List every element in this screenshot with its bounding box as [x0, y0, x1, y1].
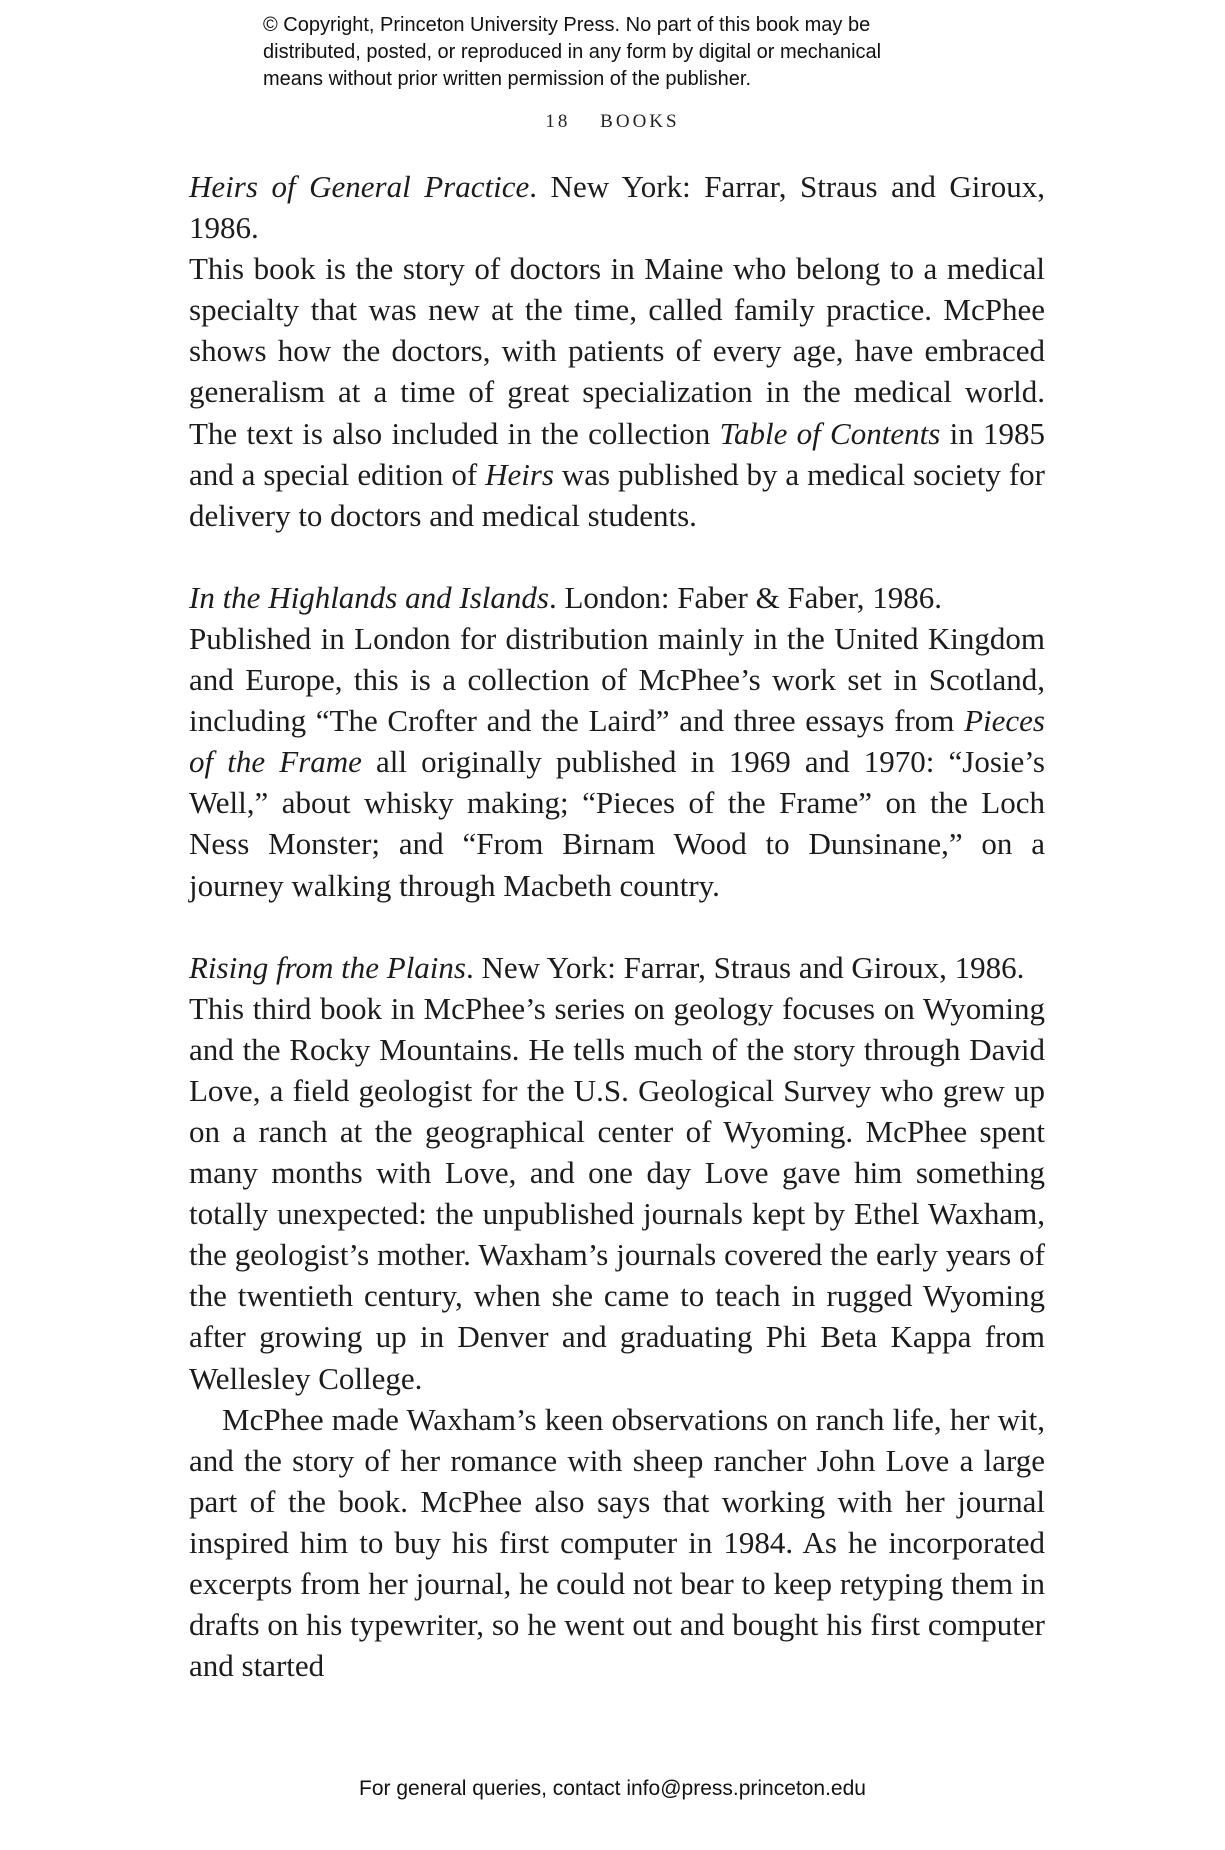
- book-entry: [189, 577, 1045, 906]
- copyright-line: © Copyright, Princeton University Press. No part of this book may be: [263, 14, 871, 36]
- citation-details: . New York: Farrar, Straus and Giroux, 1986.: [189, 169, 1045, 246]
- copyright-line: means without prior written permission of the publisher.: [263, 68, 752, 90]
- entry-description-continued: McPhee made Waxham’s keen observations on ranch life, her wit, and the story of her romance with sheep rancher John Love a large part of the book. McPhee also says that working with her journal inspired him to buy his first computer in 1984. As he incorporated excerpts from her journal, he could not bear to keep retyping them in drafts on his typewriter, so he went out and bought his first computer and started: [189, 1401, 1045, 1684]
- running-head: [0, 111, 1225, 133]
- book-title: Heirs of General Practice: [189, 169, 530, 204]
- citation-details: . New York: Farrar, Straus and Giroux, 1986.: [466, 949, 1025, 985]
- entry-description: This third book in McPhee’s series on geology focuses on Wyoming and the Rocky Mountains. He tells much of the story through David Love, a field geologist for the U.S. Geological Survey who grew up on a ranch at the geographical center of Wyoming. McPhee spent many months with Love, and one day Love gave him something totally unexpected: the unpublished journals kept by Ethel Waxham, the geologist’s mother. Waxham’s journals covered the early years of the twentieth century, when she came to teach in rugged Wyoming after growing up in Denver and graduating Phi Beta Kappa from Wellesley College.: [189, 990, 1045, 1396]
- description-text: all originally published in 1969 and 1970: “Josie’s Well,” about whisky making; “Pieces of the Frame” on the Loch Ness Monster; and “From Birnam Wood to Dunsinane,” on a journey walking through Macbeth country.: [189, 744, 1045, 903]
- copyright-notice: [263, 12, 1043, 93]
- entry-citation: [189, 166, 1045, 248]
- book-title: In the Highlands and Islands: [189, 579, 549, 615]
- description-text: This book is the story of doctors in Maine who belong to a medical specialty that was new at the time, called family practice. McPhee shows how the doctors, with patients of every age, have embraced generalism at a time of great specialization in the medical world. The text is also included in the collection: [189, 251, 1045, 451]
- book-entry: [189, 947, 1045, 1687]
- section-title: BOOKS: [600, 111, 680, 132]
- entry-citation: [189, 947, 1045, 988]
- italic-title: Pieces of the Frame: [189, 703, 1045, 780]
- italic-title: Heirs: [485, 456, 554, 492]
- entry-description: [189, 618, 1045, 906]
- citation-details: . London: Faber & Faber, 1986.: [548, 579, 943, 615]
- page-number: 18: [545, 111, 571, 132]
- italic-title: Table of Contents: [719, 415, 941, 451]
- description-text: in 1985 and a special edition of: [189, 415, 1045, 492]
- entry-description: [189, 248, 1045, 536]
- entry-citation: [189, 577, 1045, 618]
- description-text: Published in London for distribution mainly in the United Kingdom and Europe, this is a collection of McPhee’s work set in Scotland, including “The Crofter and the Laird” and three essays from: [189, 620, 1045, 739]
- footer-contact: For general queries, contact info@press.princeton.edu: [359, 1777, 866, 1800]
- copyright-line: distributed, posted, or reproduced in any form by digital or mechanical: [263, 41, 882, 63]
- description-text: was published by a medical society for delivery to doctors and medical students.: [189, 456, 1045, 533]
- book-entry: [189, 166, 1045, 536]
- page-body: [189, 166, 1045, 1727]
- book-title: Rising from the Plains: [189, 949, 466, 985]
